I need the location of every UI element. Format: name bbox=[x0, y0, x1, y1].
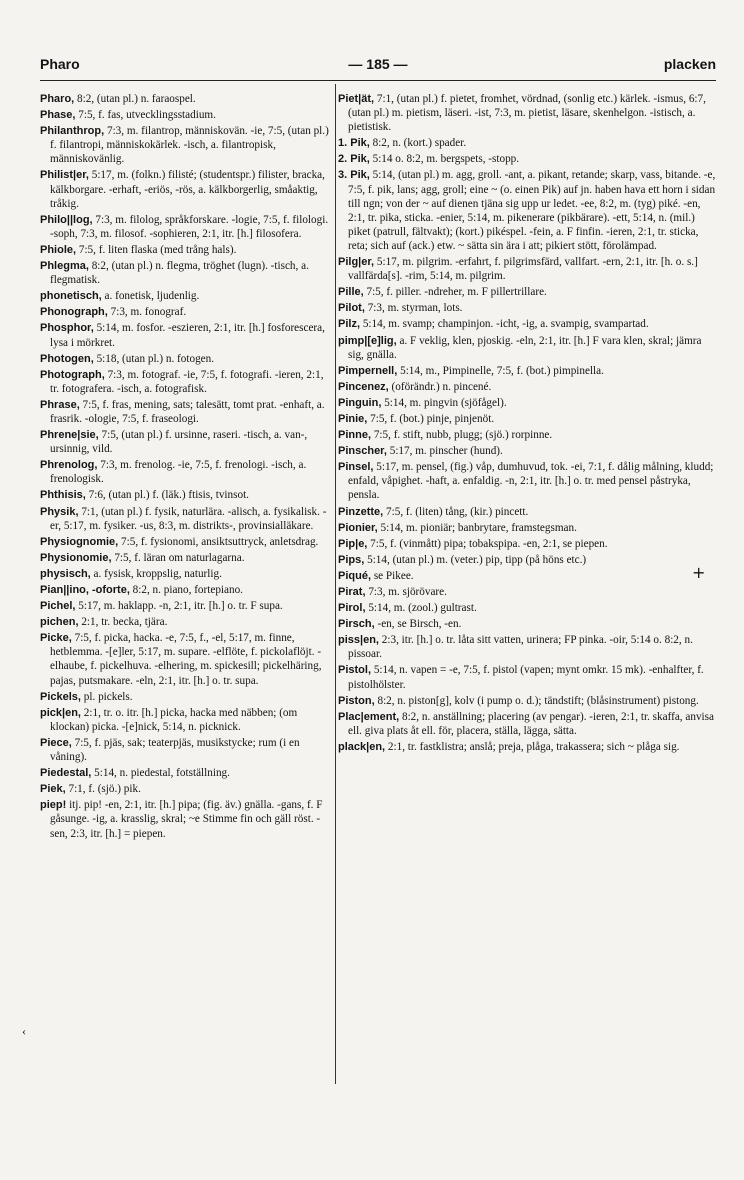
entry-headword: plack|en, bbox=[338, 740, 386, 753]
entry-headword: Pichel, bbox=[40, 600, 76, 613]
dictionary-entry bbox=[338, 317, 718, 331]
entry-definition: 8:2, n. piston[g], kolv (i pump o. d.); tändstift; (blåsinstrument) pistong. bbox=[377, 694, 699, 707]
dictionary-entry bbox=[338, 617, 718, 631]
entry-headword: 1. Pik, bbox=[338, 137, 370, 150]
entry-definition: 5:14, m., Pimpinelle, 7:5, f. (bot.) pimpinella. bbox=[400, 364, 604, 377]
entry-headword: Phrene|sie, bbox=[40, 429, 99, 442]
entry-definition: 5:17, m. pinscher (hund). bbox=[389, 445, 503, 458]
dictionary-entry bbox=[40, 551, 332, 565]
entry-headword: Pinguin, bbox=[338, 396, 382, 409]
entry-definition: 7:5, (utan pl.) f. ursinne, raseri. -tisch, a. van-, ursinnig, vild. bbox=[50, 429, 308, 456]
entry-headword: Physik, bbox=[40, 505, 79, 518]
entry-definition: 7:5, f. (vinmått) pipa; tobakspipa. -en, 2:1, se piepen. bbox=[370, 537, 608, 550]
entry-definition: 7:5, f. (liten) tång, (kir.) pincett. bbox=[386, 505, 529, 518]
entry-definition: pl. pickels. bbox=[83, 690, 133, 703]
entry-definition: 5:14, n. piedestal, fotställning. bbox=[94, 767, 230, 780]
entry-definition: 5:14, m. svamp; champinjon. -icht, -ig, a. svampig, svampartad. bbox=[362, 318, 649, 331]
entry-definition: 5:18, (utan pl.) n. fotogen. bbox=[96, 352, 215, 365]
dictionary-entry bbox=[40, 243, 332, 257]
entry-headword: Pinne, bbox=[338, 429, 372, 442]
entry-definition: 7:3, m. frenolog. -ie, 7:5, f. frenologi. -isch, a. frenologisk. bbox=[50, 459, 307, 486]
dictionary-entry bbox=[40, 108, 332, 122]
dictionary-entry bbox=[338, 255, 718, 283]
entry-headword: Phase, bbox=[40, 109, 76, 122]
dictionary-entry bbox=[40, 615, 332, 629]
dictionary-entry bbox=[40, 259, 332, 287]
entry-definition: 7:1, (utan pl.) f. fysik, naturlära. -alisch, a. fysikalisk. -er, 5:17, m. fysiker. -us, 8:3, m. distrikts-, provinsialläkare. bbox=[50, 505, 327, 532]
entry-definition: 7:5, f. läran om naturlagarna. bbox=[114, 551, 245, 564]
entry-definition: 5:14, m. fosfor. -eszieren, 2:1, itr. [h.] fosforescera, lysa i mörkret. bbox=[50, 322, 325, 349]
dictionary-entry bbox=[40, 124, 332, 166]
entry-headword: Pistol, bbox=[338, 664, 372, 677]
entry-definition: 7:3, m. fotograf. -ie, 7:5, f. fotografi. -ieren, 2:1, tr. fotografera. -isch, a. fotografisk. bbox=[50, 368, 324, 395]
dictionary-entry bbox=[40, 505, 332, 533]
entry-definition: 7:5, f. piller. -ndreher, m. F pillertrillare. bbox=[366, 286, 547, 299]
dictionary-entry bbox=[338, 694, 718, 708]
entry-headword: 2. Pik, bbox=[338, 153, 370, 166]
dictionary-entry bbox=[338, 428, 718, 442]
page-number: — 185 — bbox=[348, 56, 408, 72]
dictionary-entry bbox=[40, 458, 332, 486]
entry-definition: 7:3, m. filolog, språkforskare. -logie, 7:5, f. filologi. -soph, 7:3, m. filosof. -sophieren, 2:1, itr. [h.] filosofera. bbox=[50, 213, 329, 240]
entry-definition: 2:1, tr. fastklistra; anslå; preja, plåga, trakassera; sich ~ plåga sig. bbox=[387, 740, 680, 753]
entry-definition: 2:1, tr. o. itr. [h.] picka, hacka med näbben; (om klockan) picka. -[e]nick, 5:14, n. picknick. bbox=[50, 706, 298, 733]
dictionary-entry bbox=[40, 398, 332, 426]
dictionary-entry bbox=[338, 92, 718, 134]
entry-definition: 8:2, n. (kort.) spader. bbox=[372, 137, 467, 150]
dictionary-entry bbox=[338, 444, 718, 458]
entry-headword: Philist|er, bbox=[40, 169, 89, 182]
entry-definition: 5:14, m. (zool.) gultrast. bbox=[368, 602, 477, 615]
entry-headword: pichen, bbox=[40, 616, 79, 629]
entry-definition: 7:3, m. styrman, lots. bbox=[367, 302, 463, 315]
dictionary-entry bbox=[338, 364, 718, 378]
dictionary-entry bbox=[40, 798, 332, 840]
entry-definition: se Pikee. bbox=[373, 569, 414, 582]
margin-plus-mark: + bbox=[692, 563, 706, 582]
dictionary-entry bbox=[40, 168, 332, 210]
entry-headword: Phrase, bbox=[40, 398, 80, 411]
entry-definition: 7:3, m. fonograf. bbox=[110, 306, 187, 319]
entry-definition: 8:2, n. piano, fortepiano. bbox=[132, 584, 243, 596]
entry-definition: 8:2, (utan pl.) n. faraospel. bbox=[77, 93, 196, 105]
entry-definition: 7:3, m. sjörövare. bbox=[368, 586, 447, 598]
entry-definition: 8:2, n. anställning; placering (av pengar). -ieren, 2:1, tr. skaffa, anvisa ell. giva plats åt ell. för, placera, ställa, lägga, sätta. bbox=[348, 710, 714, 737]
entry-headword: Pian||ino, -oforte, bbox=[40, 584, 130, 596]
left-guide-word: Pharo bbox=[40, 56, 80, 72]
dictionary-entry bbox=[338, 553, 718, 567]
entry-definition: 7:5, f. fras, mening, sats; talesätt, tomt prat. -enhaft, a. frasrik. -ologie, 7:5, f. fraseologi. bbox=[50, 398, 325, 425]
dictionary-entry bbox=[40, 535, 332, 549]
entry-headword: Pickels, bbox=[40, 690, 81, 703]
dictionary-entry bbox=[338, 585, 718, 599]
page-header bbox=[40, 56, 716, 78]
dictionary-entry bbox=[338, 168, 718, 253]
entry-definition: a. fysisk, kroppslig, naturlig. bbox=[93, 567, 222, 580]
entry-headword: piep! bbox=[40, 799, 67, 812]
right-guide-word: placken bbox=[663, 56, 716, 72]
right-column bbox=[338, 92, 718, 756]
entry-definition: 5:14, m. pioniär; banbrytare, framstegsman. bbox=[380, 521, 577, 534]
entry-headword: pick|en, bbox=[40, 706, 81, 719]
dictionary-entry bbox=[40, 213, 332, 241]
margin-mark: ‹ bbox=[22, 1024, 26, 1038]
entry-headword: Pirat, bbox=[338, 586, 366, 598]
dictionary-entry bbox=[338, 740, 718, 754]
entry-headword: Phrenolog, bbox=[40, 459, 98, 472]
entry-headword: Pilg|er, bbox=[338, 256, 375, 269]
entry-definition: itj. pip! -en, 2:1, itr. [h.] pipa; (fig. äv.) gnälla. -gans, f. F gåsunge. -ig, a. krasslig, skral; ~e Stimme fin och gäll röst. -sen, 2:3, itr. [h.] = piepen. bbox=[50, 799, 323, 840]
entry-definition: 7:3, m. filantrop, människovän. -ie, 7:5, (utan pl.) f. filantropi, människokärlek. -isch, a. filantropisk, människovänlig. bbox=[50, 125, 329, 166]
dictionary-entry bbox=[338, 136, 718, 150]
entry-headword: Phosphor, bbox=[40, 322, 94, 335]
dictionary-entry bbox=[338, 301, 718, 315]
entry-definition: 5:17, m. (folkn.) filisté; (studentspr.) filister, bracka, kälkborgare. -erhaft, -eriös, -rös, a. kälkborgerlig, småaktig, tråkig. bbox=[50, 169, 325, 210]
dictionary-entry bbox=[40, 352, 332, 366]
header-rule bbox=[40, 80, 716, 81]
entry-definition: 8:2, (utan pl.) n. flegma, tröghet (lugn). -tisch, a. flegmatisk. bbox=[50, 260, 309, 287]
entry-headword: Pirol, bbox=[338, 602, 366, 615]
dictionary-entry bbox=[40, 428, 332, 456]
entry-headword: physisch, bbox=[40, 567, 91, 580]
dictionary-entry bbox=[40, 766, 332, 780]
entry-headword: Physionomie, bbox=[40, 551, 112, 564]
dictionary-entry bbox=[40, 706, 332, 734]
entry-definition: 7:5, f. stift, nubb, plugg; (sjö.) rorpinne. bbox=[373, 429, 553, 442]
entry-definition: 5:17, m. pilgrim. -erfahrt, f. pilgrimsfärd, vallfart. -ern, 2:1, itr. [h. o. s.] vallfärda[s]. -rim, 5:14, m. pilgrim. bbox=[348, 256, 698, 283]
entry-definition: 7:5, f. liten flaska (med trång hals). bbox=[78, 243, 237, 256]
entry-definition: a. fonetisk, ljudenlig. bbox=[104, 290, 200, 303]
dictionary-entry bbox=[338, 412, 718, 426]
entry-headword: Philanthrop, bbox=[40, 125, 105, 138]
entry-headword: Pinsel, bbox=[338, 461, 374, 474]
entry-definition: 7:5, f. fas, utvecklingsstadium. bbox=[78, 109, 216, 122]
entry-definition: 7:5, f. fysionomi, ansiktsuttryck, anletsdrag. bbox=[121, 535, 319, 548]
dictionary-entry bbox=[40, 289, 332, 303]
entry-definition: 5:14, (utan pl.) m. agg, groll. -ant, a. pikant, retande; skarp, vass, bitande. -e, 7:5, f. pik, lans; agg, groll; eine ~ (o. einen Pik) auf jn. haben hava ett horn i sidan till ngn; von der ~ auf dienen tjäna sig upp ur ledet. -ee, 8:2, m. (tyg) piké. -en, 2:1, tr. pika, sticka. -enier, 5:14, m. pikenerare (pikbärare). -ett, 5:14, n. (mil.) piket (patrull, fältvakt); (kort.) pikéspel. -fein, a. F finfin. -ieren, 2:1, tr. sticka, reta; sich auf (ack.) etw. ~ sätta sin ära i att; pikiert stött, förolämpad. bbox=[348, 169, 716, 252]
dictionary-entry bbox=[338, 152, 718, 166]
entry-headword: Photogen, bbox=[40, 352, 94, 365]
dictionary-entry bbox=[338, 569, 718, 583]
entry-definition: 5:14, (utan pl.) m. (veter.) pip, tipp (på höns etc.) bbox=[367, 553, 587, 566]
dictionary-entry bbox=[338, 285, 718, 299]
dictionary-entry bbox=[40, 631, 332, 687]
entry-headword: Phthisis, bbox=[40, 489, 86, 502]
dictionary-entry bbox=[40, 321, 332, 349]
entry-headword: Piek, bbox=[40, 783, 66, 796]
entry-headword: Physiognomie, bbox=[40, 535, 119, 548]
entry-definition: 5:17, m. pensel, (fig.) våp, dumhuvud, tok. -ei, 7:1, f. dålig målning, kludd; enfald, våpighet. -haft, a. enfaldig. -n, 2:1, itr. [h.] o. tr. med pensel påstryka, pensla. bbox=[348, 461, 714, 502]
entry-headword: Pinzette, bbox=[338, 505, 384, 518]
dictionary-entry bbox=[40, 488, 332, 502]
entry-definition: 7:5, f. (bot.) pinje, pinjenöt. bbox=[370, 412, 495, 425]
dictionary-entry bbox=[338, 521, 718, 535]
entry-definition: 7:5, f. picka, hacka. -e, 7:5, f., -el, 5:17, m. finne, hetblemma. -[e]ler, 5:17, m. supare. -elflöte, f. pickolaflöjt. -elhaube, f. pickelhuva. -elhering, m. spickesill; pickelhäring, pajas, putsmakare. -eln, 2:1, itr. [h.] o. tr. supa. bbox=[50, 632, 322, 687]
entry-headword: pimp|[e]lig, bbox=[338, 334, 397, 347]
dictionary-entry bbox=[40, 567, 332, 581]
dictionary-entry bbox=[338, 633, 718, 661]
entry-headword: Pilz, bbox=[338, 318, 361, 331]
dictionary-entry bbox=[40, 305, 332, 319]
dictionary-entry bbox=[40, 782, 332, 796]
entry-headword: Pille, bbox=[338, 286, 364, 299]
entry-headword: 3. Pik, bbox=[338, 169, 370, 182]
entry-headword: phonetisch, bbox=[40, 290, 102, 303]
dictionary-entry bbox=[338, 710, 718, 738]
entry-definition: 5:14, n. vapen = -e, 7:5, f. pistol (vapen; mynt omkr. 15 mk). -enhalfter, f. pistolhölster. bbox=[348, 664, 704, 691]
entry-headword: Piet|ät, bbox=[338, 93, 375, 105]
entry-definition: 7:5, f. pjäs, sak; teaterpjäs, musikstycke; rum (i en våning). bbox=[50, 736, 300, 764]
entry-definition: 5:17, m. haklapp. -n, 2:1, itr. [h.] o. tr. F supa. bbox=[78, 600, 283, 613]
entry-headword: Pharo, bbox=[40, 93, 75, 105]
entry-headword: Pionier, bbox=[338, 521, 378, 534]
entry-headword: Pimpernell, bbox=[338, 364, 398, 377]
entry-headword: Piece, bbox=[40, 736, 72, 749]
left-column bbox=[40, 92, 332, 843]
entry-headword: Phonograph, bbox=[40, 306, 108, 319]
dictionary-entry bbox=[338, 334, 718, 362]
dictionary-entry bbox=[338, 505, 718, 519]
entry-definition: 5:14 o. 8:2, m. bergspets, -stopp. bbox=[372, 153, 520, 166]
entry-headword: Philo||log, bbox=[40, 213, 93, 226]
entry-headword: Plac|ement, bbox=[338, 710, 400, 723]
entry-headword: Pinscher, bbox=[338, 445, 387, 458]
entry-definition: -en, se Birsch, -en. bbox=[377, 618, 462, 631]
entry-headword: Phlegma, bbox=[40, 260, 89, 273]
entry-definition: 2:1, tr. becka, tjära. bbox=[81, 616, 168, 629]
entry-headword: Pip|e, bbox=[338, 537, 368, 550]
dictionary-entry bbox=[40, 599, 332, 613]
entry-definition: 7:1, f. (sjö.) pik. bbox=[68, 783, 141, 796]
entry-headword: piss|en, bbox=[338, 634, 379, 647]
entry-headword: Pips, bbox=[338, 553, 365, 566]
dictionary-entry bbox=[338, 460, 718, 502]
entry-definition: a. F veklig, klen, pjoskig. -eln, 2:1, itr. [h.] F vara klen, skral; jämra sig, gnälla. bbox=[348, 334, 702, 361]
dictionary-entry bbox=[338, 537, 718, 551]
entry-definition: 7:6, (utan pl.) f. (läk.) ftisis, tvinsot. bbox=[88, 489, 249, 502]
entry-headword: Phiole, bbox=[40, 243, 77, 256]
dictionary-entry bbox=[338, 380, 718, 394]
entry-headword: Picke, bbox=[40, 632, 72, 645]
entry-headword: Piqué, bbox=[338, 569, 372, 582]
entry-headword: Pincenez, bbox=[338, 380, 389, 393]
entry-headword: Piedestal, bbox=[40, 767, 92, 780]
entry-headword: Pinie, bbox=[338, 412, 368, 425]
column-divider bbox=[335, 84, 336, 1084]
dictionary-entry bbox=[40, 690, 332, 704]
dictionary-entry bbox=[40, 368, 332, 396]
entry-definition: 7:1, (utan pl.) f. pietet, fromhet, vördnad, (sonlig etc.) kärlek. -ismus, 6:7, (utan pl.) m. pietism, läseri. -ist, 7:3, m. pietist, läsare, skenhelgon. -istisch, a. pietistisk. bbox=[348, 93, 706, 134]
entry-definition: (oförändr.) n. pincené. bbox=[391, 380, 492, 393]
entry-headword: Pirsch, bbox=[338, 618, 375, 631]
entry-headword: Pilot, bbox=[338, 302, 365, 315]
dictionary-entry bbox=[338, 396, 718, 410]
dictionary-entry bbox=[40, 583, 332, 597]
entry-headword: Photograph, bbox=[40, 368, 105, 381]
entry-definition: 5:14, m. pingvin (sjöfågel). bbox=[384, 396, 507, 409]
dictionary-entry bbox=[338, 663, 718, 691]
entry-headword: Piston, bbox=[338, 694, 375, 707]
dictionary-entry bbox=[40, 736, 332, 764]
dictionary-entry bbox=[40, 92, 332, 106]
dictionary-entry bbox=[338, 601, 718, 615]
entry-definition: 2:3, itr. [h.] o. tr. låta sitt vatten, urinera; FP pinka. -oir, 5:14 o. 8:2, n. pissoar. bbox=[348, 634, 693, 661]
